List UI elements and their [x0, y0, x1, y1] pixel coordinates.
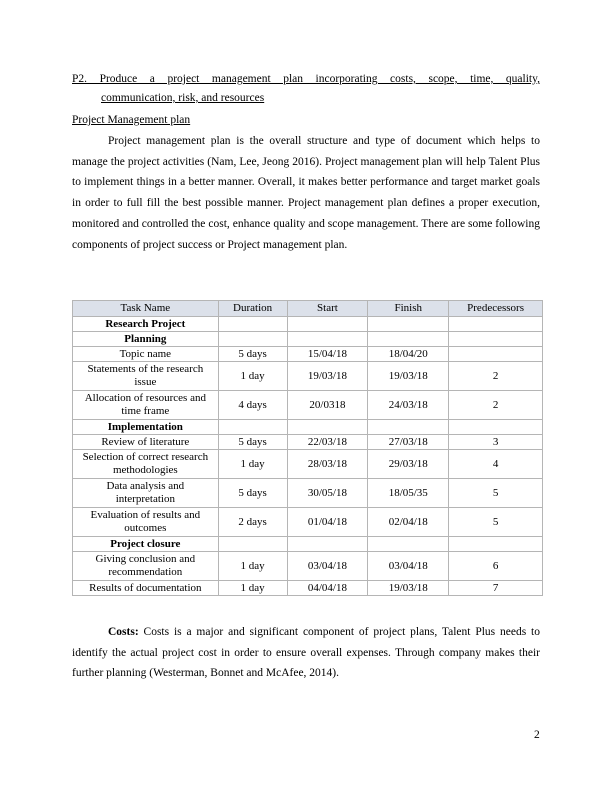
table-row: [73, 479, 543, 508]
duration-cell: 1 day: [218, 552, 287, 581]
task-name-cell: Allocation of resources and time frame: [73, 391, 219, 420]
header-predecessors: Predecessors: [449, 301, 543, 317]
table-row: [73, 581, 543, 596]
finish-cell: 24/03/18: [368, 391, 449, 420]
table-header-row: [73, 301, 543, 317]
table-row: [73, 537, 543, 552]
task-schedule-table: [72, 300, 543, 596]
costs-paragraph: [72, 622, 540, 684]
predecessors-cell: 5: [449, 479, 543, 508]
predecessors-cell: 3: [449, 435, 543, 450]
start-cell: 28/03/18: [287, 450, 368, 479]
predecessors-cell: 7: [449, 581, 543, 596]
duration-cell: 1 day: [218, 362, 287, 391]
table-row: [73, 362, 543, 391]
start-cell: 30/05/18: [287, 479, 368, 508]
duration-cell: 5 days: [218, 347, 287, 362]
start-cell: 01/04/18: [287, 508, 368, 537]
task-name-cell: Data analysis and interpretation: [73, 479, 219, 508]
finish-cell: 18/05/35: [368, 479, 449, 508]
duration-cell: 5 days: [218, 479, 287, 508]
predecessors-cell: 6: [449, 552, 543, 581]
finish-cell: 19/03/18: [368, 362, 449, 391]
table-row: [73, 450, 543, 479]
duration-cell: 4 days: [218, 391, 287, 420]
finish-cell: [368, 420, 449, 435]
finish-cell: 19/03/18: [368, 581, 449, 596]
finish-cell: 18/04/20: [368, 347, 449, 362]
predecessors-cell: [449, 332, 543, 347]
start-cell: [287, 332, 368, 347]
duration-cell: [218, 420, 287, 435]
task-name-cell: Review of literature: [73, 435, 219, 450]
costs-label: Costs:: [108, 626, 139, 638]
finish-cell: 27/03/18: [368, 435, 449, 450]
start-cell: 20/0318: [287, 391, 368, 420]
start-cell: [287, 317, 368, 332]
page-number: 2: [534, 729, 540, 741]
table-row: [73, 332, 543, 347]
predecessors-cell: 2: [449, 362, 543, 391]
duration-cell: 2 days: [218, 508, 287, 537]
task-name-cell: Results of documentation: [73, 581, 219, 596]
subsection-heading: Project Management plan: [72, 114, 191, 126]
duration-cell: [218, 332, 287, 347]
predecessors-cell: [449, 537, 543, 552]
duration-cell: 1 day: [218, 581, 287, 596]
task-name-cell: Planning: [73, 332, 219, 347]
predecessors-cell: 4: [449, 450, 543, 479]
start-cell: [287, 420, 368, 435]
header-task-name: Task Name: [73, 301, 219, 317]
table-row: [73, 391, 543, 420]
task-name-cell: Implementation: [73, 420, 219, 435]
predecessors-cell: 5: [449, 508, 543, 537]
task-name-cell: Topic name: [73, 347, 219, 362]
start-cell: 19/03/18: [287, 362, 368, 391]
finish-cell: [368, 537, 449, 552]
table-row: [73, 347, 543, 362]
duration-cell: [218, 317, 287, 332]
table-row: [73, 435, 543, 450]
start-cell: 04/04/18: [287, 581, 368, 596]
section-heading-line-2: communication, risk, and resources: [101, 92, 265, 104]
task-name-cell: Project closure: [73, 537, 219, 552]
table-row: [73, 552, 543, 581]
start-cell: 03/04/18: [287, 552, 368, 581]
header-start: Start: [287, 301, 368, 317]
predecessors-cell: [449, 420, 543, 435]
finish-cell: 02/04/18: [368, 508, 449, 537]
table-row: [73, 420, 543, 435]
task-name-cell: Research Project: [73, 317, 219, 332]
table-row: [73, 317, 543, 332]
start-cell: 15/04/18: [287, 347, 368, 362]
costs-text: Costs is a major and significant component of project plans, Talent Plus needs to identify the actual project cost in order to ensure overall expenses. Through company makes their further planning (Westerman, Bonnet and McAfee, 2014).: [72, 626, 540, 680]
start-cell: [287, 537, 368, 552]
finish-cell: 29/03/18: [368, 450, 449, 479]
section-heading: [72, 70, 540, 108]
section-heading-line-1: P2. Produce a project management plan incorporating costs, scope, time, quality,: [72, 73, 540, 85]
duration-cell: 1 day: [218, 450, 287, 479]
intro-paragraph: Project management plan is the overall structure and type of document which helps to manage the project activities (Nam, Lee, Jeong 2016). Project management plan will help Talent Plus to implement things in a better manner. Overall, it makes better performance and target market goals in order to full fill the best possible manner. Project management plan defines a proper execution, monitored and controlled the cost, enhance quality and scope management. There are some following components of project success or Project management plan.: [72, 135, 540, 251]
finish-cell: [368, 332, 449, 347]
task-name-cell: Giving conclusion and recommendation: [73, 552, 219, 581]
task-name-cell: Selection of correct research methodologies: [73, 450, 219, 479]
task-name-cell: Statements of the research issue: [73, 362, 219, 391]
finish-cell: [368, 317, 449, 332]
predecessors-cell: 2: [449, 391, 543, 420]
task-name-cell: Evaluation of results and outcomes: [73, 508, 219, 537]
header-duration: Duration: [218, 301, 287, 317]
predecessors-cell: [449, 347, 543, 362]
duration-cell: [218, 537, 287, 552]
finish-cell: 03/04/18: [368, 552, 449, 581]
header-finish: Finish: [368, 301, 449, 317]
predecessors-cell: [449, 317, 543, 332]
start-cell: 22/03/18: [287, 435, 368, 450]
table-row: [73, 508, 543, 537]
duration-cell: 5 days: [218, 435, 287, 450]
